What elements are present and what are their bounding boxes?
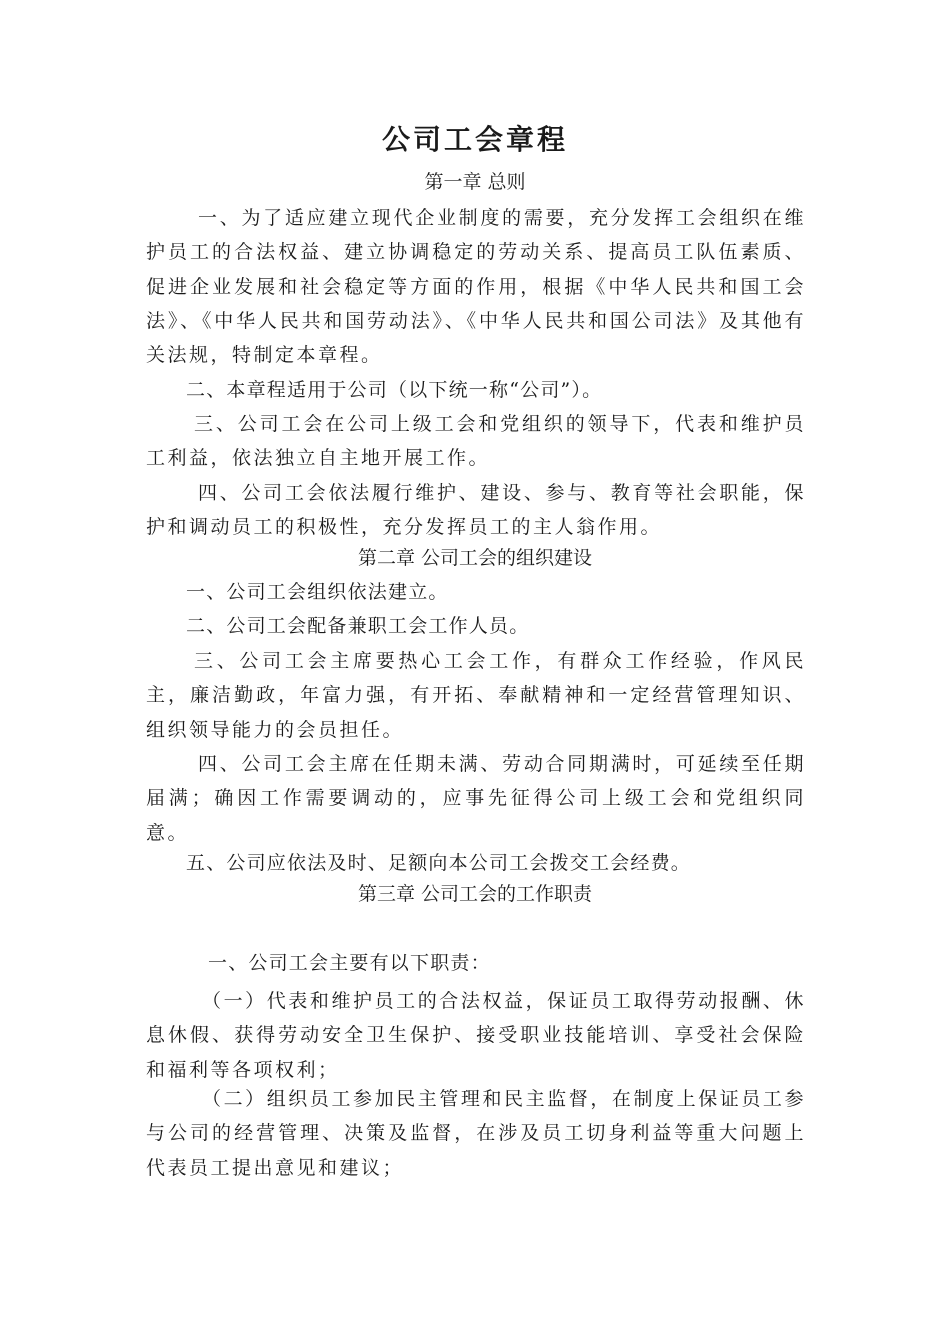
paragraph: 五、公司应依法及时、足额向本公司工会拨交工会经费。 [186, 852, 692, 874]
paragraph: 四、公司工会依法履行维护、建设、参与、教育等社会职能，保护和调动员工的积极性，充分发挥员工的主人翁作用。 [146, 482, 806, 539]
paragraph: 四、公司工会主席在任期未满、劳动合同期满时，可延续至任期届满；确因工作需要调动的，应事先征得公司上级工会和党组织同意。 [146, 753, 806, 844]
paragraph: 三、公司工会主席要热心工会工作，有群众工作经验，作风民主，廉洁勤政，年富力强，有开拓、奉献精神和一定经营管理知识、组织领导能力的会员担任。 [146, 650, 806, 741]
paragraph: 二、公司工会配备兼职工会工作人员。 [186, 615, 530, 637]
paragraph: 一、公司工会主要有以下职责： [208, 952, 491, 974]
paragraph: 一、公司工会组织依法建立。 [186, 581, 449, 603]
paragraph: 三、公司工会在公司上级工会和党组织的领导下，代表和维护员工利益，依法独立自主地开展工作。 [146, 413, 806, 470]
chapter-heading: 第一章 总则 [424, 171, 526, 193]
document-title: 公司工会章程 [381, 123, 568, 156]
chapter-heading: 第三章 公司工会的工作职责 [357, 883, 593, 905]
paragraph: （一）代表和维护员工的合法权益，保证员工取得劳动报酬、休息休假、获得劳动安全卫生保护、接受职业技能培训、享受社会保险和福利等各项权利； [146, 990, 806, 1081]
paragraph: 一、为了适应建立现代企业制度的需要，充分发挥工会组织在维护员工的合法权益、建立协调稳定的劳动关系、提高员工队伍素质、促进企业发展和社会稳定等方面的作用，根据《中华人民共和国工会法》、《中华人民共和国劳动法》、《中华人民共和国公司法》及其他有关法规，特制定本章程。 [146, 207, 806, 367]
paragraph: （二）组织员工参加民主管理和民主监督，在制度上保证员工参与公司的经营管理、决策及监督，在涉及员工切身利益等重大问题上代表员工提出意见和建议； [146, 1088, 806, 1179]
paragraph: 二、本章程适用于公司（以下统一称“公司”）。 [186, 379, 603, 401]
chapter-heading: 第二章 公司工会的组织建设 [357, 547, 593, 569]
